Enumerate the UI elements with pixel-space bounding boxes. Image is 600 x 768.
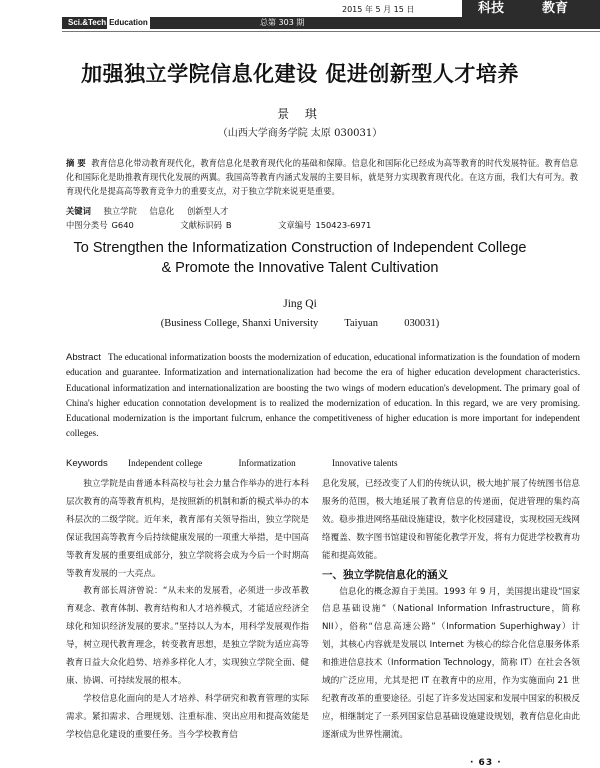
author-en: Jing Qi <box>283 298 317 310</box>
body-paragraph: 学校信息化面向的是人才培养、科学研究和教育管理的实际需求。紧扣需求、合理规划、注重标准、突出应用和提高效能是学校信息化建设的重要任务。当今学校教育信 <box>66 693 309 740</box>
article-title-en-line2: & Promote the Innovative Talent Cultivation <box>161 260 439 276</box>
clc-value: G640 <box>111 220 134 230</box>
header-divider <box>62 31 600 32</box>
article-no-label: 文章编号 <box>278 220 312 230</box>
body-paragraph-continued: 息化发展，已经改变了人们的传统认识，极大地扩展了传统图书信息服务的范围，极大地延展了教育信息的传递面，促进管理的集约高效。稳步推进网络基础设施建设，数字化校园建设，实现校园无线网络覆盖、数字图书馆建设和智能化教学开发，将有力促进学校教育功能和提高效能。 <box>322 479 580 561</box>
affiliation-en: (Business College, Shanxi University Taiyuan 030031) <box>160 318 440 329</box>
section-tag-first: 科技 <box>478 1 505 16</box>
keywords-en-label: Keywords <box>66 458 108 469</box>
abstract-cn-text: 教育信息化带动教育现代化，教育信息化是教育现代化的基础和保障。信息化和国际化已经成为高等教育的时代发展特征。教育信息化和国际化是助推教育现代化发展的两翼。我国高等教育内涵式发展的主要目标，就是努力实现教育现代化。在这方面，我们大有可为。教育现代化是提高高等教育竞争力的重要支点，对于独立学院来说更是重要。 <box>66 158 578 196</box>
keyword-en: Independent college <box>128 458 203 468</box>
body-column-left <box>66 476 309 745</box>
journal-name-part1: Sci.&Tech <box>68 18 107 27</box>
keyword-en: Innovative talents <box>332 458 398 468</box>
keyword-cn: 独立学院 <box>103 206 137 216</box>
issue-date: 2015 年 5 月 15 日 <box>342 5 415 14</box>
body-paragraph: 信息化的概念源自于美国。1993 年 9 月，美国提出建设“国家信息基础设施”（National Information Infrastructure，简称 NII），俗称“信息高速公路”（Information Superhighway）计划，其核心内容就是发展以 Internet 为核心的综合化信息服务体系和推进信息技术（Information Technology，简称 IT）在社会各领域的广泛应用，尤其是把 IT 在教育中的应用，作为实施面向 21 世纪教育改革的重要途径。引起了许多发达国家和发展中国家的积极反应，相继制定了一系列国家信息基础设施建设规划，教育信息化由此逐渐成为世界性潮流。 <box>322 586 580 740</box>
doc-code-value: B <box>225 220 232 230</box>
abstract-cn-label: 摘 要 <box>66 158 86 168</box>
clc-label: 中图分类号 <box>66 220 108 230</box>
doc-code-label: 文献标识码 <box>180 220 222 230</box>
article-title-en <box>0 238 600 278</box>
article-title-en-line1: To Strengthen the Informatization Construction of Independent College <box>73 240 527 256</box>
classification-row <box>66 219 381 231</box>
article-title-cn: 加强独立学院信息化建设 促进创新型人才培养 <box>81 62 519 86</box>
body-paragraph: 教育部长周济曾说：“从未来的发展看，必须进一步改革教育观念、教育体制、教育结构和人才培养模式，才能适应经济全球化和知识经济发展的要求。”坚持以人为本，用科学发展观作指导，树立现代教育理念，转变教育思想，是独立学院为适应高等教育日益大众化趋势、培养多样化人才，实现独立学院全面、健康、协调、可持续发展的根本。 <box>66 586 309 686</box>
keywords-cn-label: 关键词 <box>66 206 91 216</box>
keyword-en: Informatization <box>238 458 296 468</box>
section-heading: 一、独立学院信息化的涵义 <box>322 568 448 581</box>
section-tag-second: 教育 <box>542 1 569 16</box>
keyword-cn: 信息化 <box>149 206 175 216</box>
page-number: · 63 · <box>470 758 502 768</box>
keywords-cn-row <box>66 205 238 217</box>
abstract-en-label: Abstract <box>66 352 101 363</box>
body-column-right <box>322 476 580 745</box>
journal-name-box <box>64 17 154 29</box>
article-no-value: 150423-6971 <box>315 220 372 230</box>
affiliation-cn: （山西大学商务学院 太原 030031） <box>217 128 383 139</box>
section-tag <box>462 0 600 18</box>
author-cn: 景 琪 <box>277 107 323 121</box>
journal-name-part2: Education <box>109 18 148 27</box>
issue-number: 总第 303 期 <box>260 18 305 27</box>
body-paragraph: 独立学院是由普通本科高校与社会力量合作举办的进行本科层次教育的高等教育机构，是按照新的机制和新的模式举办的本科层次的二级学院。近年来，教育部有关领导指出，独立学院是保证我国高等教育今后持续健康发展的一项重大举措，是中国高等教育发展的重要组成部分，独立学院将会成为今后一个时期高等教育发展的一大亮点。 <box>66 479 309 579</box>
keyword-cn: 创新型人才 <box>186 206 229 216</box>
abstract-en-text: The educational informatization boosts the modernization of education, educational informatization is the foundation of modern education and guarantee. Informatization and internationalization had become the era of higher education development characteristics. Educational informatization and internationalization are boosting the two wings of modern education's development. The primary goal of China's higher education connotation development is to realized the modernization of education. In this regard, we are very promising. Educational modernization is the important fulcrum, enhance the competitiveness of higher education is more important for independent colleges. <box>66 352 581 439</box>
abstract-en <box>66 350 580 442</box>
keywords-en-row <box>66 457 432 470</box>
abstract-cn <box>66 156 578 198</box>
